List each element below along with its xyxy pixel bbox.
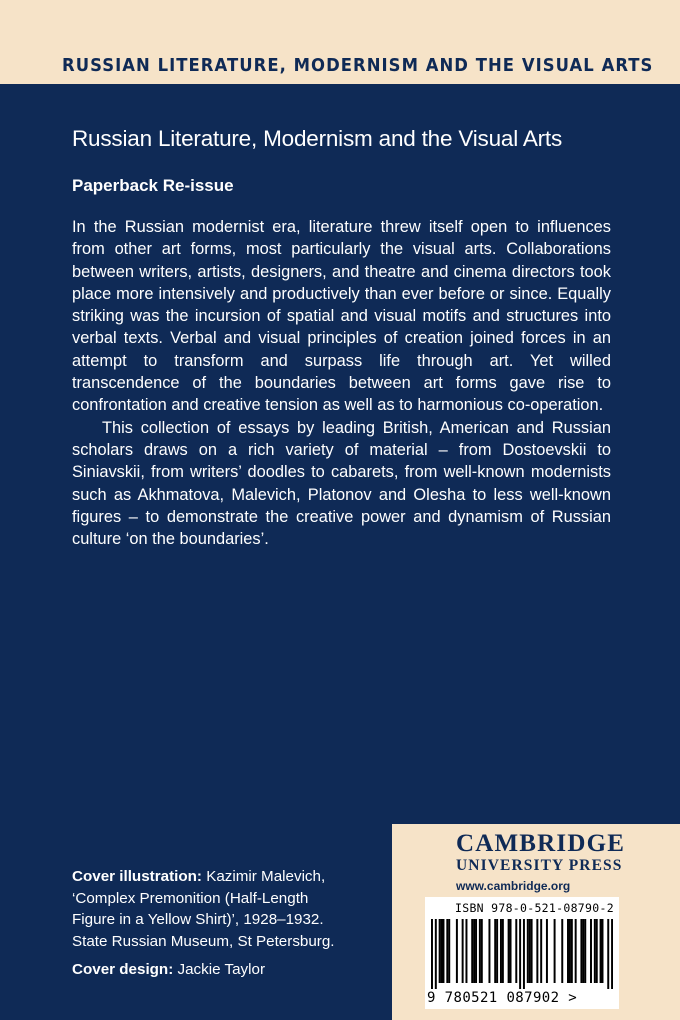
barcode-bar: [569, 919, 571, 983]
barcode-bar: [439, 919, 441, 983]
barcode-bar: [571, 919, 573, 983]
barcode-bar: [523, 919, 525, 989]
barcode-bar: [600, 919, 602, 983]
barcode-bar: [546, 919, 548, 983]
barcode-bar: [481, 919, 483, 983]
barcode-bar: [431, 919, 433, 989]
design-value: Jackie Taylor: [177, 961, 266, 978]
edition-label: Paperback Re-issue: [72, 176, 234, 195]
barcode-bar: [527, 919, 529, 983]
credit-line: [72, 866, 335, 888]
barcode-bar: [529, 919, 531, 983]
design-label: Cover design:: [72, 961, 174, 978]
barcode-bar: [540, 919, 542, 983]
blurb-paragraph: This collection of essays by leading British, American and Russian scholars draws on a rich variety of material – from Dostoevskii to Siniavskii, from writers’ doodles to cabarets, from well-known modernists such as Akhmatova, Malevich, Platonov and Olesha to less well-known figures – to demonstrate the creative power and dynamism of Russian culture ‘on the boundaries’.: [72, 418, 611, 549]
barcode-bar: [465, 919, 467, 983]
barcode-bar: [515, 919, 517, 983]
barcode-bar: [441, 919, 443, 983]
publisher-subtitle: UNIVERSITY PRESS: [456, 857, 623, 874]
barcode-bar: [510, 919, 512, 983]
barcode-bar: [435, 919, 437, 989]
barcode-bar: [496, 919, 498, 983]
barcode-bar: [448, 919, 450, 983]
barcode-bar: [607, 919, 609, 989]
blurb-paragraph: In the Russian modernist era, literature threw itself open to influences from other art forms, most particularly the visual arts. Collaborations between writers, artists, designers, and theatre and cinema directors took place more intensively and productively than ever before or since. Equally striking was the incursion of spatial and visual motifs and structures into verbal texts. Verbal and visual principles of creation joined forces in an attempt to transform and surpass life through art. Yet willed transcendence of the boundaries between art forms gave rise to confrontation and creative tension as well as to harmonious co-operation.: [72, 218, 611, 415]
barcode-bar: [456, 919, 458, 983]
credit-line: Figure in a Yellow Shirt)’, 1928–1932.: [72, 911, 324, 928]
barcode-bar: [488, 919, 490, 983]
publisher-panel: [392, 824, 680, 1020]
barcode-bar: [519, 919, 521, 989]
blurb: [72, 216, 611, 550]
barcode-bar: [602, 919, 604, 983]
barcode-bar: [446, 919, 448, 983]
barcode-bars: [431, 919, 613, 989]
publisher-name: CAMBRIDGE: [456, 830, 626, 857]
credit-line: State Russian Museum, St Petersburg.: [72, 932, 335, 950]
barcode-bar: [554, 919, 556, 983]
barcode: [425, 897, 619, 1009]
illustration-label: Cover illustration:: [72, 868, 202, 885]
barcode-bar: [611, 919, 613, 989]
barcode-bar: [479, 919, 481, 983]
cover-design-credit: [72, 961, 265, 978]
cover-illustration-credit: [72, 866, 335, 952]
barcode-bar: [580, 919, 582, 983]
barcode-bar: [475, 919, 477, 983]
barcode-bar: [594, 919, 596, 983]
barcode-bar: [561, 919, 563, 983]
barcode-bar: [442, 919, 444, 983]
strip-divider: [0, 84, 680, 86]
isbn-text: ISBN 978-0-521-08790-2: [455, 901, 614, 915]
barcode-bar: [500, 919, 502, 983]
barcode-bar: [462, 919, 464, 983]
barcode-bar: [567, 919, 569, 983]
barcode-bar: [494, 919, 496, 983]
series-title: RUSSIAN LITERATURE, MODERNISM AND THE VISUAL ARTS: [62, 56, 654, 76]
illustration-artist: Kazimir Malevich,: [206, 868, 326, 885]
barcode-bar: [582, 919, 584, 983]
barcode-bar: [590, 919, 592, 983]
credit-line: ‘Complex Premonition (Half-Length: [72, 889, 309, 907]
barcode-digits: 9 780521 087902 >: [427, 990, 578, 1006]
publisher-url: www.cambridge.org: [456, 879, 571, 893]
barcode-bar: [584, 919, 586, 983]
barcode-bar: [596, 919, 598, 983]
barcode-bar: [508, 919, 510, 983]
barcode-bar: [502, 919, 504, 983]
barcode-bar: [473, 919, 475, 983]
barcode-bar: [575, 919, 577, 983]
barcode-bar: [531, 919, 533, 983]
book-title: Russian Literature, Modernism and the Visual Arts: [72, 126, 563, 151]
barcode-bar: [536, 919, 538, 983]
barcode-bar: [471, 919, 473, 983]
top-strip: [0, 0, 680, 86]
